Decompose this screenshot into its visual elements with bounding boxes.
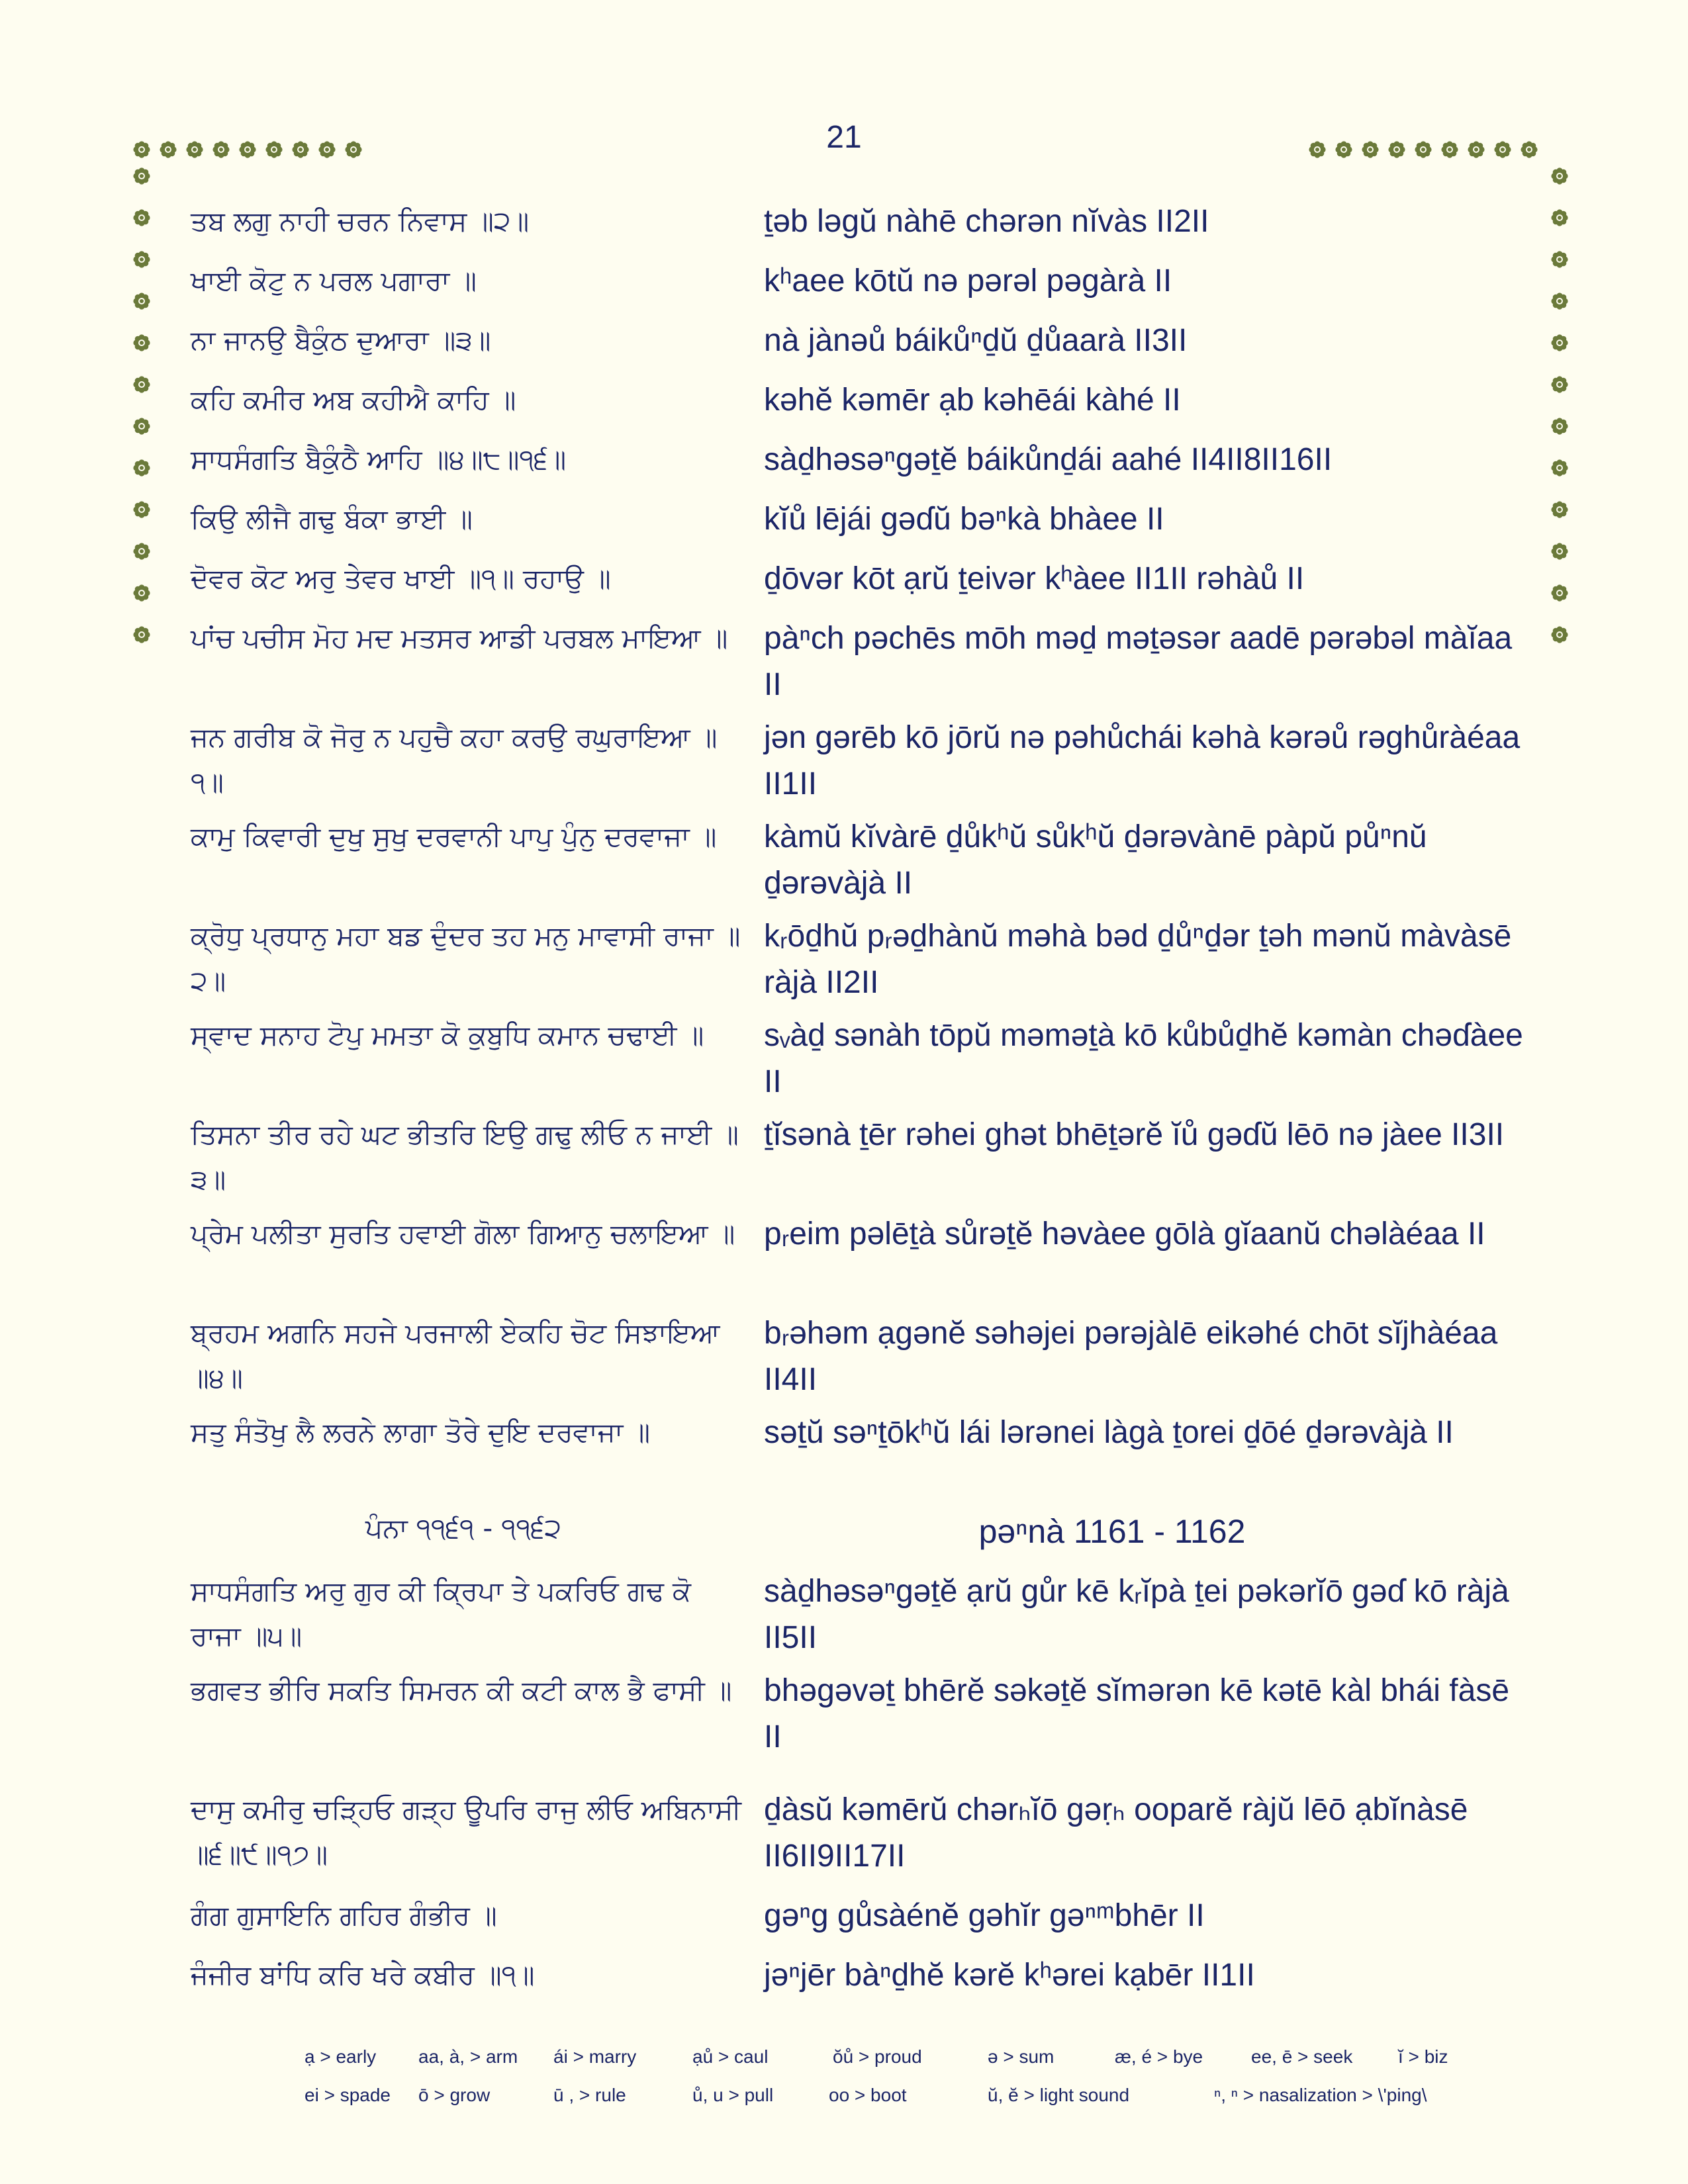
legend-item: ái > marry	[553, 2046, 637, 2067]
roman-line: ṯəb ləgŭ nàhē chərən nĭvàs II2II	[764, 204, 1209, 239]
gurmukhi-line: ਕਿਉ ਲੀਜੈ ਗਢੁ ਬੰਕਾ ਭਾਈ ॥	[191, 503, 473, 535]
gurmukhi-line: ਸਾਧਸੰਗਤਿ ਅਰੁ ਗੁਰ ਕੀ ਕ੍ਰਿਪਾ ਤੇ ਪਕਰਿਓ ਗਢ ਕੋ ਰਾਜਾ ॥੫॥	[191, 1575, 691, 1652]
gurmukhi-line: ਜੰਜੀਰ ਬਾਂਧਿ ਕਰਿ ਖਰੇ ਕਬੀਰ ॥੧॥	[191, 1959, 535, 1991]
legend-item: ə > sum	[988, 2046, 1055, 2067]
gurmukhi-line: ਪਾਂਚ ਪਚੀਸ ਮੋਹ ਮਦ ਮਤਸਰ ਆਡੀ ਪਰਬਲ ਮਾਇਆ ॥	[191, 622, 728, 654]
roman-line: ḏàsŭ kəmērŭ chərₕĭō gəṛₕ ooparĕ ràjŭ lēō ạbĭnàsē II6II9II17II	[764, 1792, 1468, 1874]
page-range-gurmukhi: ਪੰਨਾ ੧੧੬੧ - ੧੧੬੨	[365, 1512, 562, 1544]
legend-item: ŏů > proud	[833, 2046, 922, 2067]
roman-line: bᵣəhəm ạgənĕ səhəjei pərəjàlē eikəhé chōt sĭjhàéaa II4II	[764, 1316, 1498, 1397]
roman-line: kəhĕ kəmēr ạb kəhēái kàhé II	[764, 383, 1181, 418]
legend-item: ee, ē > seek	[1251, 2046, 1353, 2067]
legend-item: ŭ, ĕ > light sound	[988, 2085, 1130, 2105]
roman-line: pàⁿch pəchēs mōh məḏ məṯəsər aadē pərəbəl màĭaa II	[764, 621, 1513, 702]
legend-item: oo > boot	[829, 2085, 907, 2105]
gurmukhi-line: ਦਾਸੁ ਕਮੀਰੁ ਚੜ੍ਹਿਓ ਗੜ੍ਹ ਊਪਰਿ ਰਾਜੁ ਲੀਓ ਅਬਿਨਾਸੀ ॥੬॥੯॥੧੭॥	[191, 1794, 741, 1870]
gurmukhi-line: ਨਾ ਜਾਨਉ ਬੈਕੁੰਠ ਦੁਆਰਾ ॥੩॥	[191, 324, 491, 356]
gurmukhi-line: ਗੰਗ ਗੁਸਾਇਨਿ ਗਹਿਰ ਗੰਭੀਰ ॥	[191, 1899, 497, 1931]
gurmukhi-line: ਕਹਿ ਕਮੀਰ ਅਬ ਕਹੀਐ ਕਾਹਿ ॥	[191, 384, 516, 416]
gurmukhi-line: ਭਗਵਤ ਭੀਰਿ ਸਕਤਿ ਸਿਮਰਨ ਕੀ ਕਟੀ ਕਾਲ ਭੈ ਫਾਸੀ ॥	[191, 1674, 732, 1706]
page-range-roman: pəⁿnà 1161 - 1162	[978, 1513, 1246, 1550]
roman-line: sᵥàḏ sənàh tōpŭ məməṯà kō kůbůḏhĕ kəmàn chəɗàee II	[764, 1018, 1523, 1099]
legend-item: ů, u > pull	[692, 2085, 774, 2105]
legend-item: ō > grow	[418, 2085, 491, 2105]
roman-line: sàḏhəsəⁿgəṯĕ báikůnḏái aahé II4II8II16II	[764, 442, 1333, 477]
gurmukhi-line: ਖਾਈ ਕੋਟੁ ਨ ਪਰਲ ਪਗਾਰਾ ॥	[191, 265, 477, 296]
gurmukhi-line: ਕ੍ਰੋਧੁ ਪ੍ਰਧਾਨੁ ਮਹਾ ਬਡ ਦੁੰਦਰ ਤਹ ਮਨੁ ਮਾਵਾਸੀ ਰਾਜਾ ॥੨॥	[191, 920, 741, 997]
roman-line: sàḏhəsəⁿgəṯĕ ạrŭ gůr kē kᵣĭpà ṯei pəkərĭō gəɗ kō ràjà II5II	[764, 1574, 1509, 1655]
roman-line: kᵣōḏhŭ pᵣəḏhànŭ məhà bəd ḏůⁿḏər ṯəh mənŭ màvàsē ràjà II2II	[764, 919, 1512, 1000]
roman-line: kĭů lējái gəɗŭ bəⁿkà bhàee II	[764, 502, 1164, 537]
gurmukhi-line: ਤਿਸਨਾ ਤੀਰ ਰਹੇ ਘਟ ਭੀਤਰਿ ਇਉ ਗਢੁ ਲੀਓ ਨ ਜਾਈ ॥੩॥	[191, 1118, 739, 1195]
roman-line: nà jànəů báikůⁿḏŭ ḏůaarà II3II	[764, 323, 1188, 358]
gurmukhi-line: ਜਨ ਗਰੀਬ ਕੋ ਜੋਰੁ ਨ ਪਹੁਚੈ ਕਹਾ ਕਰਉ ਰਘੁਰਾਇਆ ॥੧॥	[191, 721, 718, 798]
roman-line: ḏōvər kōt ạrŭ ṯeivər kʰàee II1II rəhàů II	[764, 561, 1305, 596]
roman-line: səṯŭ səⁿṯōkʰŭ lái lərənei làgà ṯorei ḏōé ḏərəvàjà II	[764, 1415, 1454, 1450]
roman-line: ṯĭsənà ṯēr rəhei ghət bhēṯərĕ ĭů gəɗŭ lēō nə jàee II3II	[764, 1117, 1505, 1152]
legend-item: ū , > rule	[553, 2085, 626, 2105]
roman-line: kàmŭ kĭvàrē ḏůkʰŭ sůkʰŭ ḏərəvànē pàpŭ půⁿnŭ ḏərəvàjà II	[764, 819, 1427, 901]
gurmukhi-line: ਦੋਵਰ ਕੋਟ ਅਰੁ ਤੇਵਰ ਖਾਈ ॥੧॥ ਰਹਾਉ ॥	[191, 563, 611, 594]
roman-line: kʰaee kōtŭ nə pərəl pəgàrà II	[764, 263, 1172, 298]
roman-line: gəⁿg gůsàénĕ gəhĭr gəⁿᵐbhēr II	[764, 1898, 1205, 1933]
gurmukhi-line: ਤਬ ਲਗੁ ਨਾਹੀ ਚਰਨ ਨਿਵਾਸ ॥੨॥	[191, 205, 530, 237]
legend-item: ĭ > biz	[1398, 2046, 1448, 2067]
legend-item: ạ > early	[305, 2046, 377, 2067]
roman-line: bhəgəvəṯ bhērĕ səkəṯĕ sĭmərən kē kətē kàl bhái fàsē II	[764, 1673, 1510, 1754]
legend-item: aa, à, > arm	[418, 2046, 518, 2067]
gurmukhi-line: ਬ੍ਰਹਮ ਅਗਨਿ ਸਹਜੇ ਪਰਜਾਲੀ ਏਕਹਿ ਚੋਟ ਸਿਝਾਇਆ ॥੪॥	[191, 1317, 720, 1394]
roman-line: jən gərēb kō jōrŭ nə pəhůchái kəhà kərəů rəghůràéaa II1II	[764, 720, 1521, 801]
roman-line: jəⁿjēr bàⁿḏhĕ kərĕ kʰərei kạbēr II1II	[764, 1958, 1255, 1993]
gurmukhi-line: ਕਾਮੁ ਕਿਵਾਰੀ ਦੁਖੁ ਸੁਖੁ ਦਰਵਾਨੀ ਪਾਪੁ ਪੁੰਨੁ ਦਰਵਾਜਾ ॥	[191, 821, 717, 852]
page-number: 21	[826, 120, 862, 155]
gurmukhi-line: ਸਾਧਸੰਗਤਿ ਬੈਕੁੰਠੈ ਆਹਿ ॥੪॥੮॥੧੬॥	[191, 443, 567, 475]
legend-item: ⁿ, ⁿ > nasalization > \'ping\	[1214, 2085, 1427, 2105]
legend-item: ạů > caul	[692, 2046, 769, 2067]
gurmukhi-line: ਸ੍ਵਾਦ ਸਨਾਹ ਟੋਪੁ ਮਮਤਾ ਕੋ ਕੁਬੁਧਿ ਕਮਾਨ ਚਢਾਈ ॥	[191, 1019, 704, 1051]
legend-item: æ, é > bye	[1115, 2046, 1203, 2067]
gurmukhi-line: ਪ੍ਰੇਮ ਪਲੀਤਾ ਸੁਰਤਿ ਹਵਾਈ ਗੋਲਾ ਗਿਆਨੁ ਚਲਾਇਆ ॥	[191, 1218, 735, 1250]
legend-item: ei > spade	[305, 2085, 391, 2105]
roman-line: pᵣeim pəlēṯà sůrəṯĕ həvàee gōlà gĭaanŭ chəlàéaa II	[764, 1216, 1485, 1251]
gurmukhi-line: ਸਤੁ ਸੰਤੋਖੁ ਲੈ ਲਰਨੇ ਲਾਗਾ ਤੋਰੇ ਦੁਇ ਦਰਵਾਜਾ ॥	[191, 1416, 651, 1448]
